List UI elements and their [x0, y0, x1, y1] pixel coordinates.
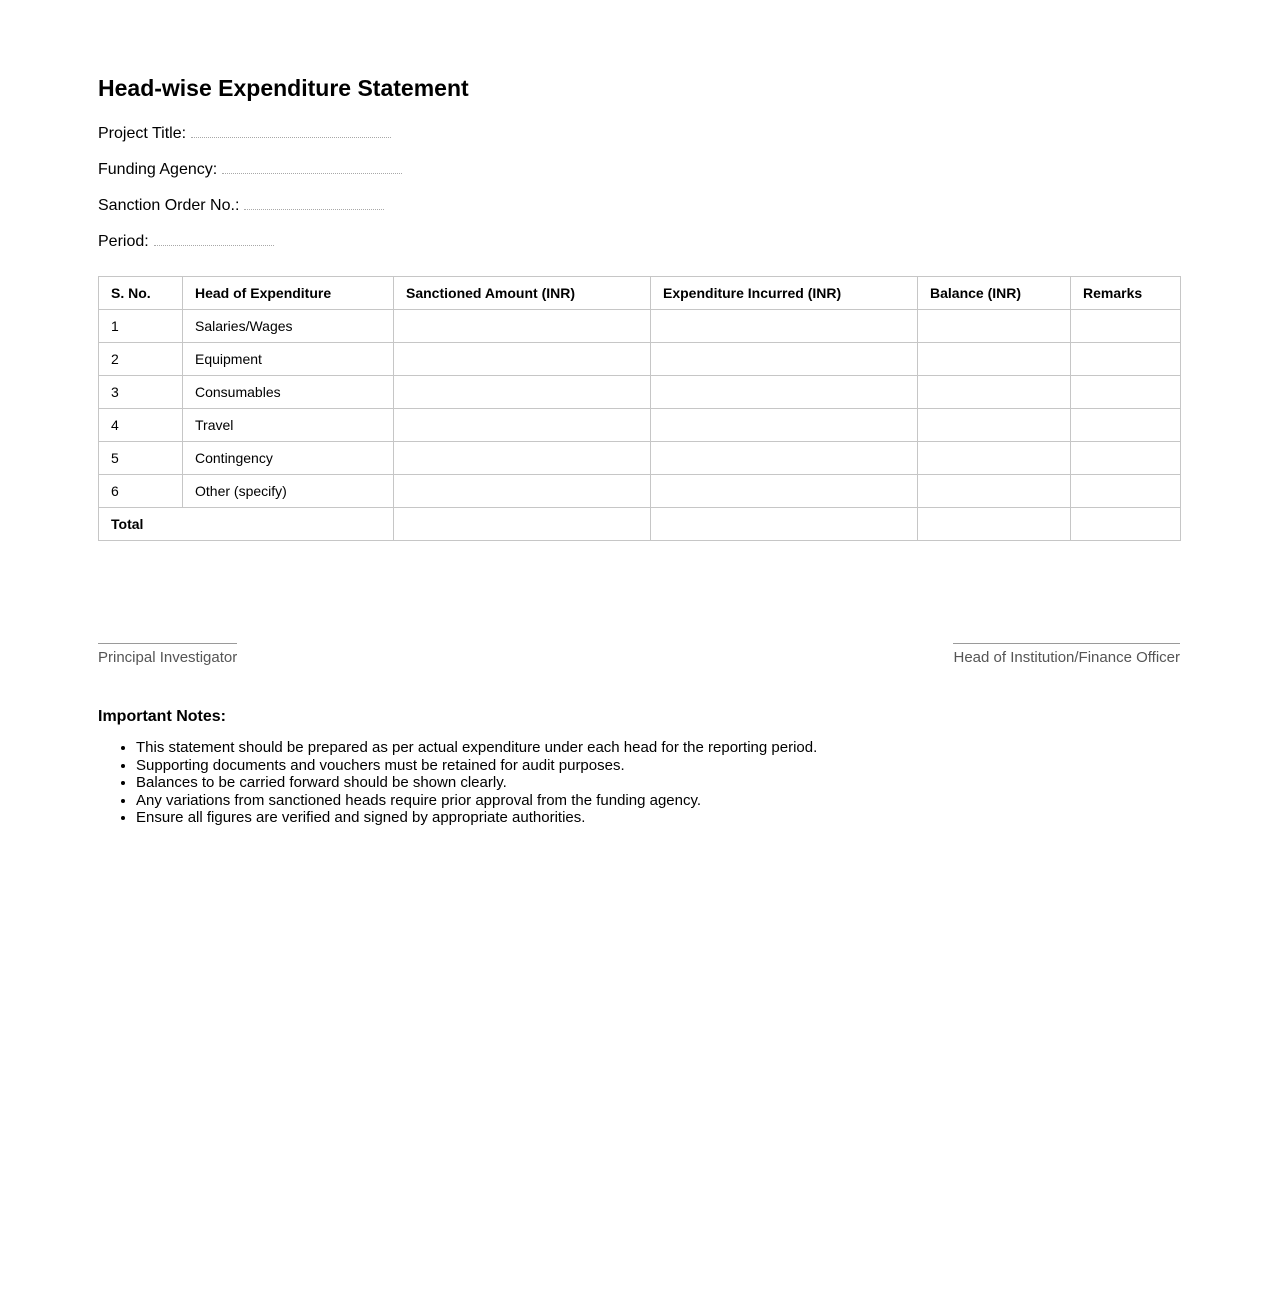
- cell-sno: 1: [99, 310, 183, 343]
- column-header-head-of-expenditure: Head of Expenditure: [183, 277, 394, 310]
- cell-sno: 2: [99, 343, 183, 376]
- cell-sno: 5: [99, 442, 183, 475]
- field-funding-agency: [98, 158, 1180, 181]
- cell-head: Travel: [183, 409, 394, 442]
- cell-sanctioned: [394, 409, 651, 442]
- cell-head: Salaries/Wages: [183, 310, 394, 343]
- table-row: [99, 376, 1181, 409]
- funding-agency-label: Funding Agency:: [98, 161, 218, 179]
- signature-principal-investigator: Principal Investigator: [98, 643, 237, 666]
- cell-head: Consumables: [183, 376, 394, 409]
- cell-remarks: [1071, 409, 1181, 442]
- cell-sno: 4: [99, 409, 183, 442]
- cell-sanctioned: [394, 310, 651, 343]
- note-item: • Balances to be carried forward should be shown clearly.: [136, 774, 1180, 792]
- table-row: [99, 343, 1181, 376]
- cell-remarks: [1071, 475, 1181, 508]
- column-header-balance: Balance (INR): [918, 277, 1071, 310]
- cell-balance: [918, 442, 1071, 475]
- notes-section: [98, 708, 1180, 827]
- note-item: • Ensure all figures are verified and signed by appropriate authorities.: [136, 809, 1180, 827]
- note-item: • Any variations from sanctioned heads require prior approval from the funding agency.: [136, 792, 1180, 810]
- cell-head: Other (specify): [183, 475, 394, 508]
- cell-sanctioned: [394, 475, 651, 508]
- cell-balance: [918, 343, 1071, 376]
- cell-head: Contingency: [183, 442, 394, 475]
- cell-sno: 3: [99, 376, 183, 409]
- total-balance-cell: [918, 508, 1071, 541]
- cell-head: Equipment: [183, 343, 394, 376]
- total-remarks-cell: [1071, 508, 1181, 541]
- signature-head-of-institution: Head of Institution/Finance Officer: [953, 643, 1180, 666]
- cell-remarks: [1071, 442, 1181, 475]
- expenditure-table: [98, 276, 1181, 541]
- column-header-sno: S. No.: [99, 277, 183, 310]
- table-row: [99, 310, 1181, 343]
- sanction-order-no-blank: [244, 194, 384, 210]
- cell-incurred: [651, 376, 918, 409]
- cell-incurred: [651, 475, 918, 508]
- total-sanctioned-cell: [394, 508, 651, 541]
- cell-balance: [918, 475, 1071, 508]
- cell-sanctioned: [394, 343, 651, 376]
- column-header-expenditure-incurred: Expenditure Incurred (INR): [651, 277, 918, 310]
- cell-incurred: [651, 343, 918, 376]
- field-project-title: [98, 122, 1180, 145]
- project-title-blank: [191, 122, 391, 138]
- table-total-row: [99, 508, 1181, 541]
- cell-sanctioned: [394, 376, 651, 409]
- cell-remarks: [1071, 310, 1181, 343]
- table-row: [99, 442, 1181, 475]
- table-header-row: [99, 277, 1181, 310]
- sanction-order-no-label: Sanction Order No.:: [98, 197, 240, 215]
- signature-section: [98, 643, 1180, 666]
- table-row: [99, 475, 1181, 508]
- funding-agency-blank: [222, 158, 402, 174]
- cell-incurred: [651, 310, 918, 343]
- cell-sanctioned: [394, 442, 651, 475]
- notes-heading: Important Notes:: [98, 708, 226, 726]
- note-item: • Supporting documents and vouchers must be retained for audit purposes.: [136, 757, 1180, 775]
- period-label: Period:: [98, 233, 149, 251]
- field-sanction-order-no: [98, 194, 1180, 217]
- document-content: [98, 0, 1180, 827]
- total-label-cell: Total: [99, 508, 394, 541]
- period-blank: [154, 230, 274, 246]
- cell-incurred: [651, 409, 918, 442]
- page-title: Head-wise Expenditure Statement: [98, 75, 469, 101]
- cell-remarks: [1071, 376, 1181, 409]
- cell-sno: 6: [99, 475, 183, 508]
- notes-list: [98, 739, 1180, 827]
- note-item: • This statement should be prepared as per actual expenditure under each head for the reporting period.: [136, 739, 1180, 757]
- cell-balance: [918, 310, 1071, 343]
- cell-remarks: [1071, 343, 1181, 376]
- total-incurred-cell: [651, 508, 918, 541]
- cell-balance: [918, 376, 1071, 409]
- project-title-label: Project Title:: [98, 125, 187, 143]
- field-period: [98, 230, 1180, 253]
- cell-balance: [918, 409, 1071, 442]
- cell-incurred: [651, 442, 918, 475]
- column-header-remarks: Remarks: [1071, 277, 1181, 310]
- column-header-sanctioned-amount: Sanctioned Amount (INR): [394, 277, 651, 310]
- table-row: [99, 409, 1181, 442]
